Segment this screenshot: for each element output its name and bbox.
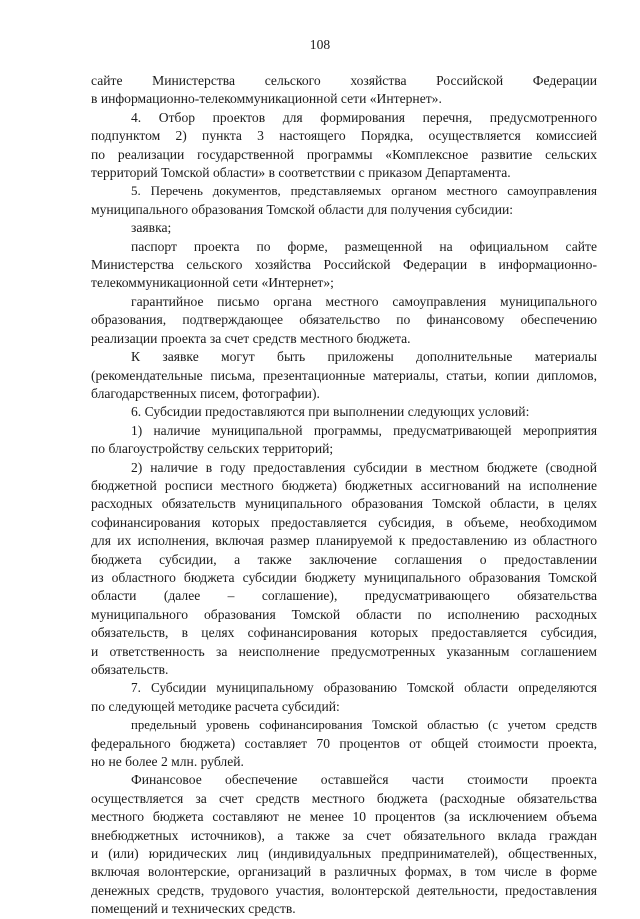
text-line: внебюджетных источников), а также за счет обязательного вклада граждан: [91, 827, 597, 843]
text-line: Министерства сельского хозяйства Российской Федерации в информационно-: [91, 257, 597, 273]
text-line: паспорт проекта по форме, размещенной на официальном сайте: [131, 238, 597, 254]
text-line: софинансирования которых предоставляется субсидия, в объеме, необходимом: [91, 514, 597, 530]
text-line: денежных средств, трудового участия, волонтерской деятельности, предоставления: [91, 882, 597, 898]
text-line: и (или) юридических лиц (индивидуальных предпринимателей), общественных,: [91, 846, 597, 862]
page-number: 108: [309, 37, 331, 52]
text-line: Финансовое обеспечение оставшейся части стоимости проекта: [131, 772, 597, 788]
text-line: осуществляется за счет средств местного бюджета (расходные обязательства: [91, 790, 597, 806]
document-body: [91, 72, 597, 919]
text-line: обязательств, в целях софинансирования которых предоставляется субсидия,: [91, 625, 597, 641]
text-line: предельный уровень софинансирования Томской областью (с учетом средств: [131, 718, 597, 733]
text-line: гарантийное письмо органа местного самоуправления муниципального: [131, 293, 597, 309]
text-line: сайте Министерства сельского хозяйства Российской Федерации: [91, 73, 597, 88]
text-line: обязательств.: [91, 662, 169, 677]
text-line: К заявке могут быть приложены дополнительные материалы: [131, 349, 597, 365]
text-line: подпунктом 2) пункта 3 настоящего Порядка, осуществляется комиссией: [91, 128, 597, 144]
text-line: образования, подтверждающее обязательство по финансовому обеспечению: [91, 312, 597, 328]
text-line: 6. Субсидии предоставляются при выполнении следующих условий:: [131, 404, 530, 420]
text-line: местного бюджета составляют не менее 10 процентов (за исключением объема: [91, 809, 597, 825]
text-line: по благоустройству сельских территорий;: [91, 441, 334, 457]
text-line: для их исполнения, включая размер планируемой к предоставлению из областного: [91, 533, 597, 549]
text-line: помещений и технических средств.: [91, 901, 296, 917]
text-line: из областного бюджета субсидии бюджету муниципального образования Томской: [91, 569, 597, 585]
text-line: в информационно-телекоммуникационной сети «Интернет».: [91, 91, 442, 107]
text-line: территорий Томской области» в соответствии с приказом Департамента.: [91, 165, 511, 181]
text-line: но не более 2 млн. рублей.: [91, 754, 244, 770]
text-line: включая волонтерские, организаций в различных формах, в том числе в форме: [91, 864, 597, 880]
text-line: телекоммуникационной сети «Интернет»;: [91, 275, 334, 291]
text-line: бюджета субсидии, а также заключение соглашения о предоставлении: [91, 551, 597, 567]
text-line: по следующей методике расчета субсидий:: [91, 698, 340, 714]
text-line: расходных обязательств муниципального образования Томской области, в целях: [91, 496, 597, 512]
text-line: 4. Отбор проектов для формирования перечня, предусмотренного: [131, 109, 597, 125]
text-line: по реализации государственной программы «Комплексное развитие сельских: [91, 146, 597, 162]
text-line: 5. Перечень документов, представляемых органом местного самоуправления: [131, 183, 597, 199]
text-line: 2) наличие в году предоставления субсидии в местном бюджете (сводной: [131, 459, 597, 475]
text-line: федерального бюджета) составляет 70 процентов от общей стоимости проекта,: [91, 735, 597, 751]
text-line: области (далее – соглашение), предусматривающего обязательства: [91, 588, 597, 604]
text-line: реализации проекта за счет средств местного бюджета.: [91, 330, 411, 346]
text-line: заявка;: [131, 220, 172, 236]
text-line: и ответственность за неисполнение предусмотренных указанным соглашением: [91, 643, 597, 659]
text-line: благодарственных писем, фотографии).: [91, 385, 320, 401]
text-line: 1) наличие муниципальной программы, предусматривающей мероприятия: [131, 422, 597, 438]
text-line: 7. Субсидии муниципальному образованию Томской области определяются: [131, 680, 597, 696]
text-line: муниципального образования Томской области для получения субсидии:: [91, 201, 514, 217]
text-line: бюджетной росписи местного бюджета) бюджетных ассигнований на исполнение: [91, 477, 597, 493]
text-line: (рекомендательные письма, презентационные материалы, статьи, копии дипломов,: [91, 367, 597, 383]
text-line: муниципального образования Томской области по исполнению расходных: [91, 606, 597, 622]
